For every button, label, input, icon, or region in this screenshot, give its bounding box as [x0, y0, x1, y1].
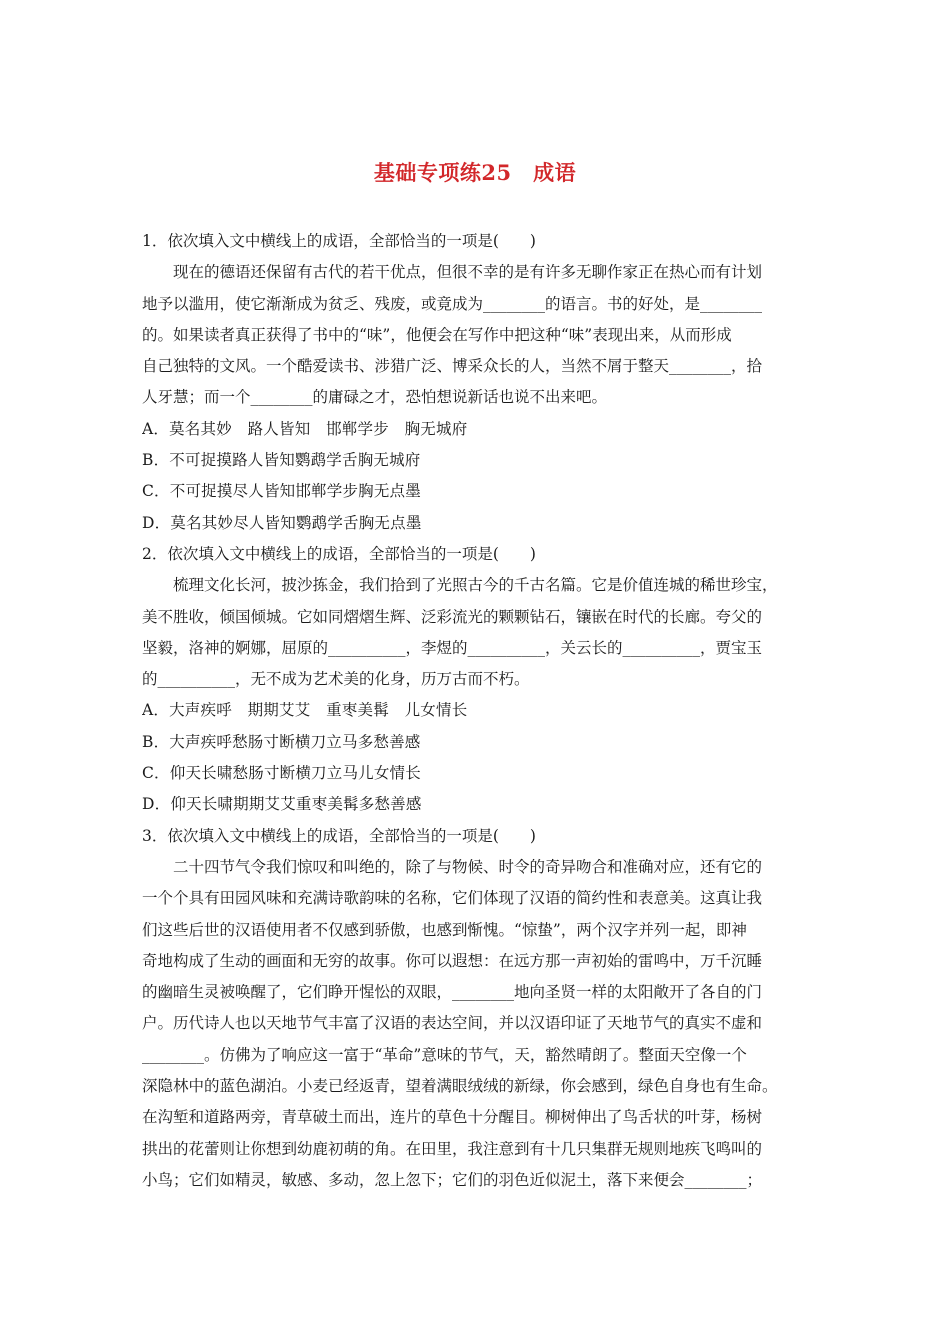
passage-line: 美不胜收，倾国倾城。它如同熠熠生辉、泛彩流光的颗颗钻石，镶嵌在时代的长廊。夸父的	[142, 607, 763, 626]
passage-line: 小鸟；它们如精灵，敏感、多动，忽上忽下；它们的羽色近似泥土，落下来便会________；	[142, 1170, 763, 1189]
passage-line: 地予以滥用，使它渐渐成为贫乏、残废，或竟成为________的语言。书的好处，是________	[142, 294, 763, 313]
option-line: A．大声疾呼 期期艾艾 重枣美髯 儿女情长	[142, 701, 468, 720]
passage-line: 梳理文化长河，披沙拣金，我们拾到了光照古今的千古名篇。它是价值连城的稀世珍宝，	[173, 576, 778, 595]
document-body	[142, 226, 812, 1196]
passage-line: 的__________，无不成为艺术美的化身，历万古而不朽。	[142, 670, 530, 689]
passage-line: 坚毅，洛神的婀娜，屈原的__________，李煜的__________，关云长的__________，贾宝玉	[142, 638, 763, 657]
question-line: 1．依次填入文中横线上的成语，全部恰当的一项是( )	[142, 232, 536, 250]
passage-line: 奇地构成了生动的画面和无穷的故事。你可以遐想：在远方那一声初始的雷鸣中，万千沉睡	[142, 951, 763, 970]
question-line: 2．依次填入文中横线上的成语，全部恰当的一项是( )	[142, 544, 536, 563]
option-line: C．不可捉摸尽人皆知邯郸学步胸无点墨	[142, 482, 421, 501]
option-line: D．仰天长啸期期艾艾重枣美髯多愁善感	[142, 795, 422, 814]
option-line: B．大声疾呼愁肠寸断横刀立马多愁善感	[142, 732, 421, 751]
passage-line: 们这些后世的汉语使用者不仅感到骄傲，也感到惭愧。“惊蛰”，两个汉字并列一起，即神	[142, 920, 747, 939]
passage-line: 一个个具有田园风味和充满诗歌韵味的名称，它们体现了汉语的简约性和表意美。这真让我	[142, 889, 763, 908]
passage-line: 拱出的花蕾则让你想到幼鹿初萌的角。在田里，我注意到有十几只集群无规则地疾飞鸣叫的	[142, 1139, 763, 1158]
passage-line: ________。仿佛为了响应这一富于“革命”意味的节气，天，豁然晴朗了。整面天空像一个	[142, 1045, 747, 1064]
option-line: B．不可捉摸路人皆知鹦鹉学舌胸无城府	[142, 451, 421, 470]
passage-line: 自己独特的文风。一个酷爱读书、涉猎广泛、博采众长的人，当然不屑于整天________，拾	[142, 357, 763, 376]
option-line: D．莫名其妙尽人皆知鹦鹉学舌胸无点墨	[142, 513, 422, 532]
passage-line: 的幽暗生灵被唤醒了，它们睁开惺忪的双眼，________地向圣贤一样的太阳敞开了各自的门	[142, 983, 763, 1002]
question-line: 3．依次填入文中横线上的成语，全部恰当的一项是( )	[142, 826, 536, 845]
passage-line: 人牙慧；而一个________的庸碌之才，恐怕想说新话也说不出来吧。	[142, 388, 608, 407]
option-line: A．莫名其妙 路人皆知 邯郸学步 胸无城府	[142, 419, 468, 438]
passage-line: 二十四节气令我们惊叹和叫绝的，除了与物候、时令的奇异吻合和准确对应，还有它的	[173, 857, 763, 876]
passage-line: 深隐林中的蓝色湖泊。小麦已经返青，望着满眼绒绒的新绿，你会感到，绿色自身也有生命。	[142, 1077, 778, 1096]
option-line: C．仰天长啸愁肠寸断横刀立马儿女情长	[142, 764, 421, 783]
page-title: 基础专项练25 成语	[373, 160, 577, 185]
passage-line: 现在的德语还保留有古代的若干优点，但很不幸的是有许多无聊作家正在热心而有计划	[173, 263, 763, 282]
passage-line: 户。历代诗人也以天地节气丰富了汉语的表达空间，并以汉语印证了天地节气的真实不虚和	[142, 1014, 763, 1033]
passage-line: 在沟堑和道路两旁，青草破土而出，连片的草色十分醒目。柳树伸出了鸟舌状的叶芽，杨树	[142, 1108, 763, 1127]
passage-line: 的。如果读者真正获得了书中的“味”，他便会在写作中把这种“味”表现出来，从而形成	[142, 325, 732, 344]
